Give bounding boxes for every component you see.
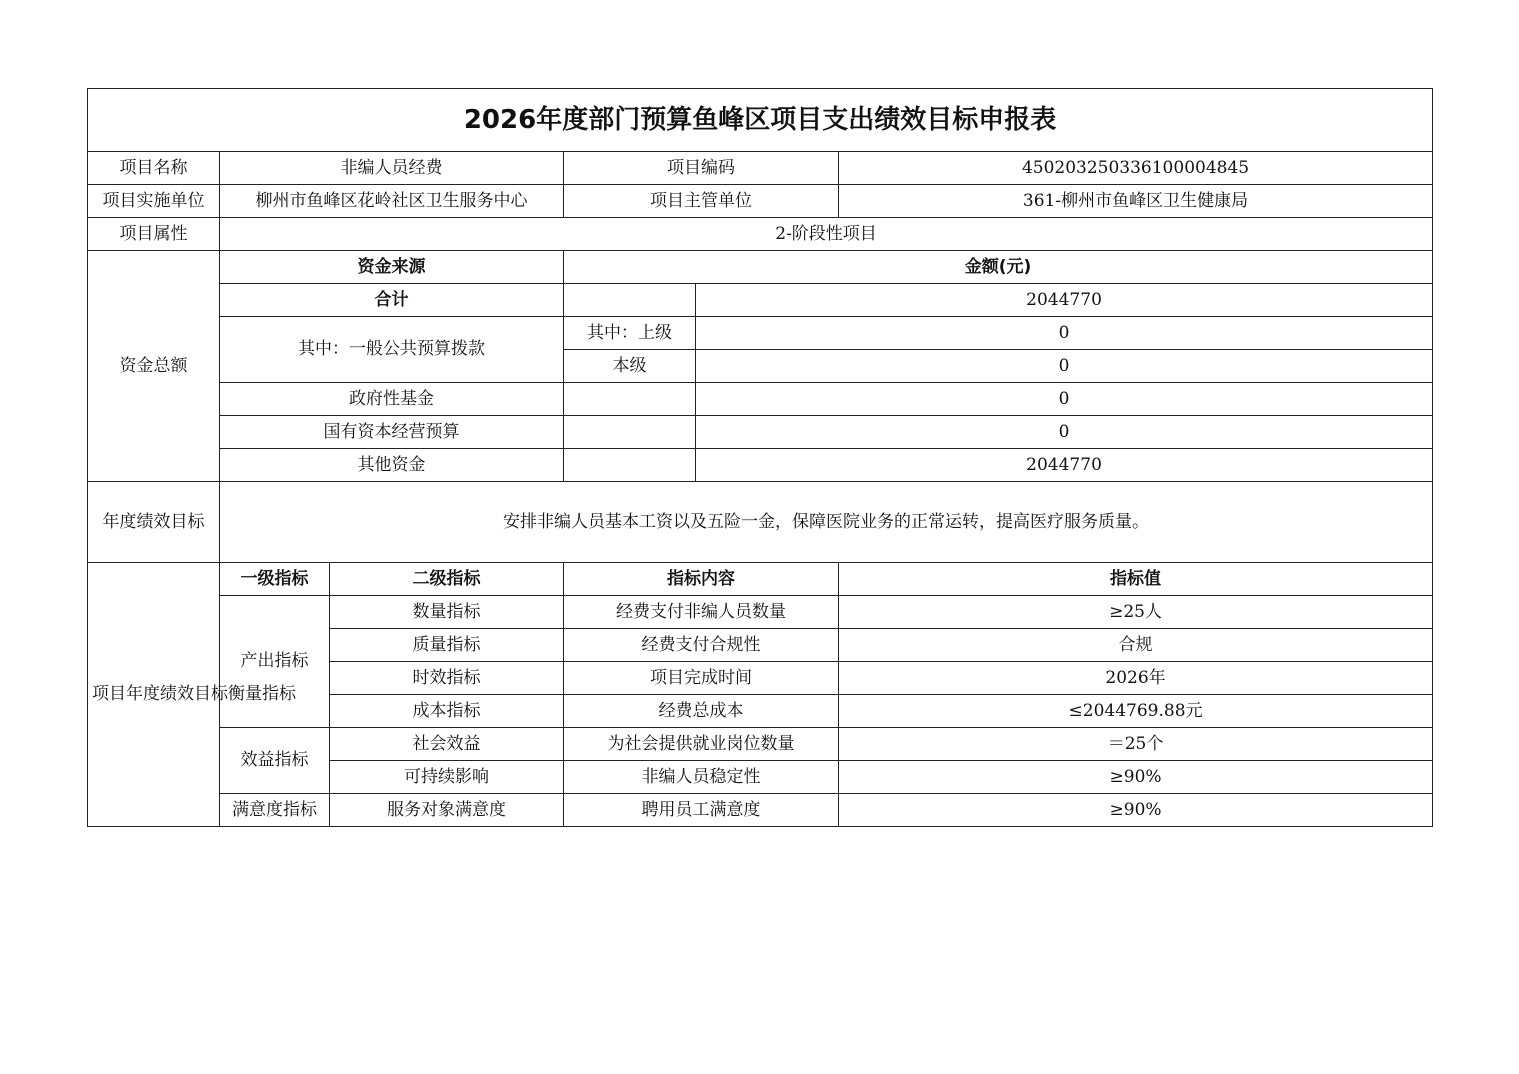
managing-unit-value: 361-柳州市鱼峰区卫生健康局 xyxy=(839,185,1433,218)
value-cell: ≤2044769.88元 xyxy=(839,695,1433,728)
gov-fund-value: 0 xyxy=(696,383,1433,416)
project-name-label: 项目名称 xyxy=(88,152,220,185)
value-cell: ≥90% xyxy=(839,794,1433,827)
value-cell: ≥25人 xyxy=(839,596,1433,629)
content-cell: 非编人员稳定性 xyxy=(564,761,839,794)
level1-header: 一级指标 xyxy=(220,563,330,596)
value-header: 指标值 xyxy=(839,563,1433,596)
state-capital-label: 国有资本经营预算 xyxy=(220,416,564,449)
level2-header: 二级指标 xyxy=(330,563,564,596)
level1-satisfaction: 满意度指标 xyxy=(220,794,330,827)
content-cell: 为社会提供就业岗位数量 xyxy=(564,728,839,761)
performance-target-table xyxy=(87,88,1433,827)
level1-output: 产出指标 xyxy=(220,596,330,728)
level2-cell: 时效指标 xyxy=(330,662,564,695)
level2-cell: 成本指标 xyxy=(330,695,564,728)
project-attribute-row xyxy=(88,218,1433,251)
level2-cell: 服务对象满意度 xyxy=(330,794,564,827)
content-cell: 经费支付非编人员数量 xyxy=(564,596,839,629)
value-cell: 2026年 xyxy=(839,662,1433,695)
value-cell: ≥90% xyxy=(839,761,1433,794)
project-name-row xyxy=(88,152,1433,185)
value-cell: 合规 xyxy=(839,629,1433,662)
value-cell: ＝25个 xyxy=(839,728,1433,761)
upper-level-label: 其中：上级 xyxy=(564,317,696,350)
other-funds-value: 2044770 xyxy=(696,449,1433,482)
managing-unit-label: 项目主管单位 xyxy=(564,185,839,218)
state-capital-value: 0 xyxy=(696,416,1433,449)
indicator-row xyxy=(88,794,1433,827)
level2-cell: 质量指标 xyxy=(330,629,564,662)
funds-total-blank xyxy=(564,284,696,317)
level2-cell: 社会效益 xyxy=(330,728,564,761)
general-budget-label: 其中：一般公共预算拨款 xyxy=(220,317,564,383)
funds-section-label: 资金总额 xyxy=(88,251,220,482)
fund-amount-header: 金额(元) xyxy=(564,251,1433,284)
funds-gov-row xyxy=(88,383,1433,416)
fund-source-header: 资金来源 xyxy=(220,251,564,284)
table-title: 2026年度部门预算鱼峰区项目支出绩效目标申报表 xyxy=(88,89,1433,152)
gov-fund-blank xyxy=(564,383,696,416)
funds-other-row xyxy=(88,449,1433,482)
indicator-row xyxy=(88,728,1433,761)
implementing-unit-value: 柳州市鱼峰区花岭社区卫生服务中心 xyxy=(220,185,564,218)
annual-goal-row xyxy=(88,482,1433,563)
other-funds-blank xyxy=(564,449,696,482)
indicator-section-label: 项目年度绩效目标衡量指标 xyxy=(88,563,220,827)
project-unit-row xyxy=(88,185,1433,218)
project-attribute-value: 2-阶段性项目 xyxy=(220,218,1433,251)
level1-benefit: 效益指标 xyxy=(220,728,330,794)
content-cell: 经费支付合规性 xyxy=(564,629,839,662)
content-header: 指标内容 xyxy=(564,563,839,596)
content-cell: 聘用员工满意度 xyxy=(564,794,839,827)
level2-cell: 数量指标 xyxy=(330,596,564,629)
content-cell: 项目完成时间 xyxy=(564,662,839,695)
indicator-row xyxy=(88,596,1433,629)
local-level-value: 0 xyxy=(696,350,1433,383)
other-funds-label: 其他资金 xyxy=(220,449,564,482)
implementing-unit-label: 项目实施单位 xyxy=(88,185,220,218)
funds-upper-row xyxy=(88,317,1433,350)
indicator-header-row xyxy=(88,563,1433,596)
level2-cell: 可持续影响 xyxy=(330,761,564,794)
project-name-value: 非编人员经费 xyxy=(220,152,564,185)
gov-fund-label: 政府性基金 xyxy=(220,383,564,416)
funds-total-label: 合计 xyxy=(220,284,564,317)
funds-header-row xyxy=(88,251,1433,284)
funds-total-value: 2044770 xyxy=(696,284,1433,317)
project-code-value: 450203250336100004845 xyxy=(839,152,1433,185)
annual-goal-label: 年度绩效目标 xyxy=(88,482,220,563)
upper-level-value: 0 xyxy=(696,317,1433,350)
content-cell: 经费总成本 xyxy=(564,695,839,728)
funds-total-row xyxy=(88,284,1433,317)
project-code-label: 项目编码 xyxy=(564,152,839,185)
local-level-label: 本级 xyxy=(564,350,696,383)
annual-goal-text: 安排非编人员基本工资以及五险一金，保障医院业务的正常运转，提高医疗服务质量。 xyxy=(220,482,1433,563)
funds-state-capital-row xyxy=(88,416,1433,449)
state-capital-blank xyxy=(564,416,696,449)
project-attribute-label: 项目属性 xyxy=(88,218,220,251)
